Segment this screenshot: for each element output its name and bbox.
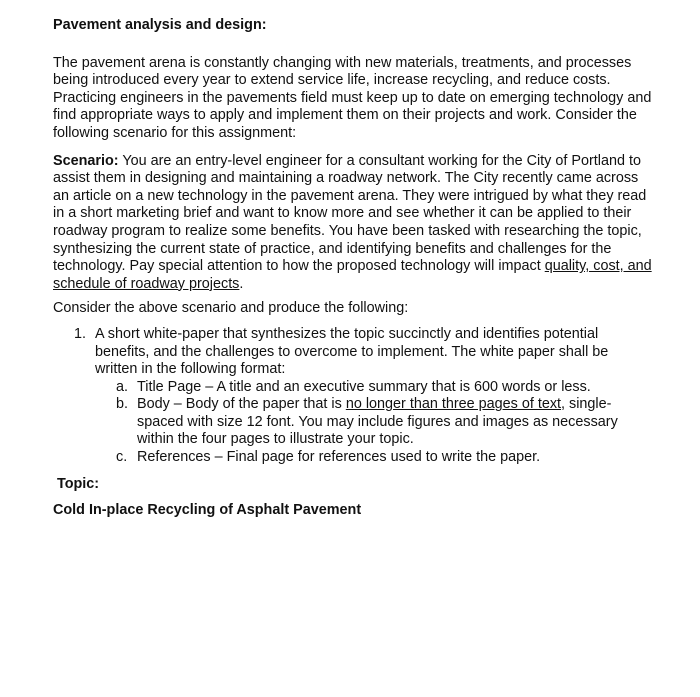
list-item-text: A short white-paper that synthesizes the topic succinctly and identifies potential benefits, and the challenges to overcome to implement. The white paper shall be written in the following format: — [95, 325, 609, 378]
sublist-item-text-pre: Body – Body of the paper that is — [137, 396, 346, 413]
intro-paragraph: The pavement arena is constantly changing with new materials, treatments, and processes being introduced every year to extend service life, increase recycling, and reduce costs. Practicing engineers in the pavements field must keep up to date on emerging technology and find appropriate ways to apply and implement them on their projects and work. Consider the following scenario for this assignment: — [53, 54, 652, 141]
sublist-item-letter: b. — [116, 396, 129, 413]
document-page — [53, 17, 653, 520]
sublist-item-body — [95, 396, 653, 449]
sublist-item-text: Title Page – A title and an executive summary that is 600 words or less. — [137, 378, 591, 395]
sublist-item-text-post: , single-spaced with size 12 font. You may include figures and images as necessary within the four pages to illustrate your topic. — [137, 396, 618, 448]
list-item — [53, 326, 653, 467]
sublist-item-references — [95, 449, 653, 467]
sublist-item-text: References – Final page for references used to write the paper. — [137, 449, 541, 466]
sublist-item-letter: a. — [116, 378, 129, 395]
deliverables-list — [53, 326, 653, 467]
consider-paragraph: Consider the above scenario and produce the following: — [53, 300, 409, 317]
sublist-item-emphasis: no longer than three pages of text — [345, 396, 562, 413]
sublist-item-letter: c. — [116, 449, 128, 466]
scenario-text: You are an entry-level engineer for a consultant working for the City of Portland to assist them in designing and maintaining a roadway network. The City recently came across an article on a new technology in the pavement arena. They were intrigued by what they read in a short marketing brief and want to know more and see whether it can be applied to their roadway program to realize some benefits. You have been tasked with researching the topic, synthesizing the current state of practice, and identifying benefits and challenges for the technology. Pay special attention to how the proposed technology will impact — [53, 152, 647, 275]
scenario-label: Scenario: — [53, 152, 119, 169]
scenario-emphasis: quality, cost, and schedule of roadway projects — [53, 258, 652, 292]
scenario-end: . — [239, 275, 244, 292]
topic-label: Topic: — [57, 475, 100, 492]
scenario-paragraph — [53, 153, 653, 294]
document-heading: Pavement analysis and design: — [53, 17, 267, 33]
topic-value: Cold In-place Recycling of Asphalt Pavement — [53, 502, 362, 519]
format-sublist — [95, 379, 653, 467]
list-item-number: 1. — [74, 325, 87, 342]
sublist-item-title-page — [95, 379, 653, 397]
